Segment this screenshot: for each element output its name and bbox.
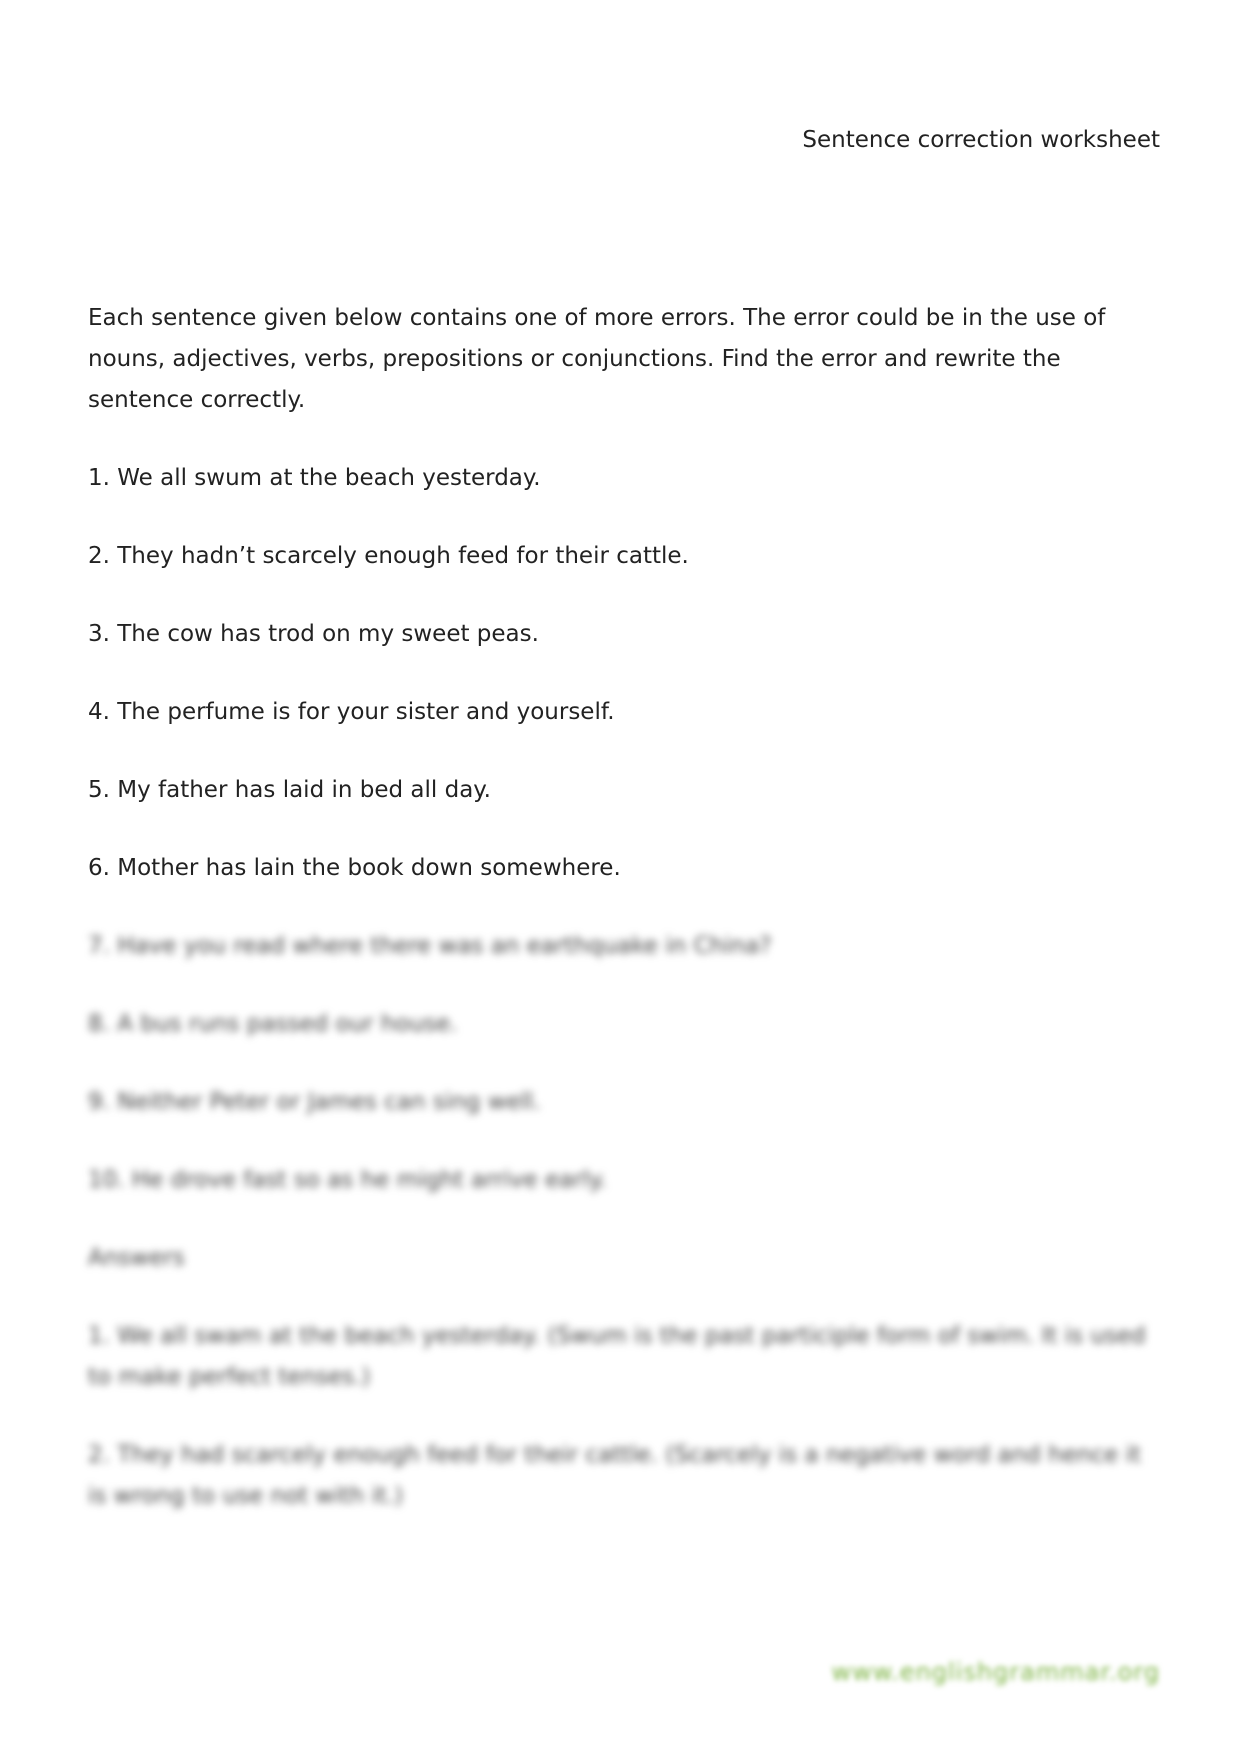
question-5: 5. My father has laid in bed all day. — [88, 777, 491, 803]
footer-website-link[interactable]: www.englishgrammar.org — [831, 1658, 1160, 1686]
answers-heading: Answers — [88, 1245, 185, 1271]
worksheet-body — [88, 298, 1148, 1554]
question-9: 9. Neither Peter or James can sing well. — [88, 1089, 541, 1115]
question-6: 6. Mother has lain the book down somewhere. — [88, 855, 621, 881]
worksheet-title: Sentence correction worksheet — [802, 127, 1160, 153]
question-8: 8. A bus runs passed our house. — [88, 1011, 458, 1037]
question-1: 1. We all swum at the beach yesterday. — [88, 465, 541, 491]
question-2: 2. They hadn’t scarcely enough feed for their cattle. — [88, 543, 689, 569]
question-4: 4. The perfume is for your sister and yourself. — [88, 699, 615, 725]
question-7: 7. Have you read where there was an earthquake in China? — [88, 933, 772, 959]
instructions: Each sentence given below contains one of more errors. The error could be in the use of nouns, adjectives, verbs, prepositions or conjunctions. Find the error and rewrite the sentence correctly. — [88, 305, 1106, 413]
answer-1: 1. We all swam at the beach yesterday. (Swum is the past participle form of swim. It is used to make perfect tenses.) — [88, 1323, 1146, 1390]
answer-2: 2. They had scarcely enough feed for their cattle. (Scarcely is a negative word and hence it is wrong to use not with it.) — [88, 1442, 1141, 1509]
question-10: 10. He drove fast so as he might arrive early. — [88, 1167, 607, 1193]
question-3: 3. The cow has trod on my sweet peas. — [88, 621, 539, 647]
